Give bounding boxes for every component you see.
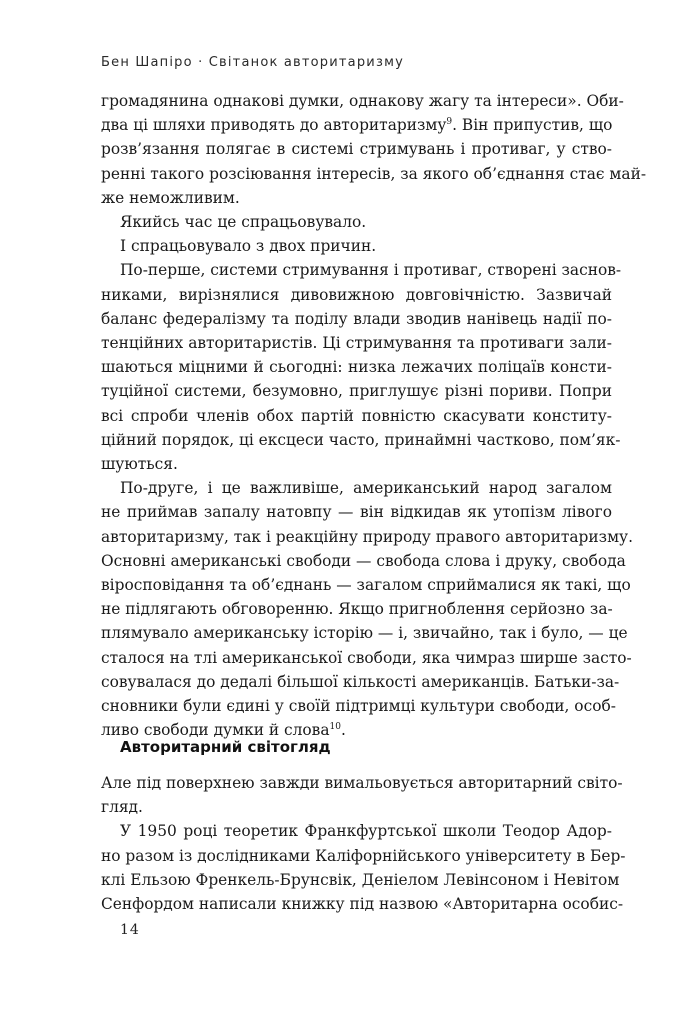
line-text: ливо свободи думки й слова [101,721,330,740]
line-text: громадянина однакові думки, однакову жагу та інтереси». Оби- [101,92,624,110]
line-text: но разом із дослідниками Каліфорнійського університету в Бер- [101,846,626,865]
text-line [101,89,624,113]
text-line [101,819,612,843]
text-line [101,307,612,331]
line-text: По-перше, системи стримування і противаг, створені заснов- [120,261,622,280]
text-line [101,597,612,621]
line-text: ційний порядок, ці ексцеси часто, принаймні частково, пом’як- [101,430,621,449]
text-line [101,186,612,210]
text-line [101,500,612,524]
line-text: плямувало американську історію — і, звичайно, так і було, — це [101,624,628,643]
footnote-marker: 10 [329,722,341,733]
page-number: 14 [120,922,140,938]
line-text: никами, вирізнялися дивовижною довговічністю. Зазвичай [101,285,612,304]
text-line [101,428,621,452]
text-line [101,892,624,916]
text-line [101,795,612,819]
text-line [101,283,612,307]
text-line [101,646,632,670]
line-text: Сенфордом написали книжку під назвою «Авторитарна особис- [101,895,624,914]
text-line [101,549,626,573]
line-text: У 1950 році теоретик Франкфуртської школи Теодор Адор- [120,822,612,841]
line-text: І спрацьовувало з двох причин. [120,237,377,256]
line-text: шуються. [101,455,178,474]
line-text: сновники були єдині у своїй підтримці культури свободи, особ- [101,697,616,716]
text-line [101,404,612,428]
line-text-tail: . Він припустив, що [452,116,613,135]
line-text: віросповідання та об’єднань — загалом сприймалися як такі, що [101,576,631,595]
text-line [101,670,620,694]
line-text: клі Ельзою Френкель-Брунсвік, Деніелом Левінсоном і Невітом [101,870,620,889]
line-text: авторитаризму, так і реакційну природу правого авторитаризму. [101,527,633,546]
text-line [101,379,612,403]
text-line [101,771,623,795]
line-text: туційної системи, безумовно, приглушує різні пориви. Попри [101,382,612,401]
body-text-block-2 [101,771,626,916]
line-text: розв’язання полягає в системі стримувань і противаг, у ство- [101,140,612,159]
text-line [101,694,616,718]
text-line [101,258,622,282]
line-text: баланс федералізму та поділу влади зводив нанівець надії по- [101,309,612,328]
text-line [101,868,620,892]
line-text-tail: . [340,721,346,740]
line-text: не приймав запалу натовпу — він відкидав як утопізм лівого [101,503,612,522]
text-line [101,525,633,549]
line-text: гляд. [101,798,143,817]
text-line [101,355,612,379]
line-text: По-друге, і це важливіше, американський народ загалом [120,479,612,498]
line-text: Але під поверхнею завжди вимальовується авторитарний світо- [101,774,623,792]
line-text: совувалася до дедалі більшої кількості американців. Батьки-за- [101,672,620,691]
line-text: сталося на тлі американської свободи, яка чимраз ширше засто- [101,648,632,667]
line-text: всі спроби членів обох партій повністю скасувати конститу- [101,406,612,425]
body-text-block-1 [101,89,647,742]
line-text: Основні американські свободи — свобода слова і друку, свобода [101,551,626,570]
text-line [101,844,626,868]
text-line [101,331,612,355]
line-text: тенційних авторитаристів. Ці стримування та противаги зали- [101,334,612,353]
text-line [101,621,628,645]
line-text: шаються міцними й сьогодні: низка лежачих поліцаїв консти- [101,358,612,377]
footnote-marker: 9 [446,117,453,128]
section-heading: Авторитарний світогляд [120,738,331,756]
text-line [101,476,612,500]
text-line [101,210,612,234]
text-line [101,113,612,137]
text-line [101,234,612,258]
text-line [101,137,612,161]
line-text: два ці шляхи приводять до авторитаризму [101,116,447,135]
text-line [101,452,612,476]
running-header: Бен Шапіро · Світанок авторитаризму [101,55,404,70]
line-text: Якийсь час це спрацьовувало. [120,213,367,232]
line-text: же неможливим. [101,188,240,207]
line-text: не підлягають обговоренню. Якщо пригноблення серйозно за- [101,600,613,619]
line-text: ренні такого розсіювання інтересів, за якого об’єднання стає май- [101,164,647,183]
text-line [101,162,647,186]
text-line [101,573,631,597]
